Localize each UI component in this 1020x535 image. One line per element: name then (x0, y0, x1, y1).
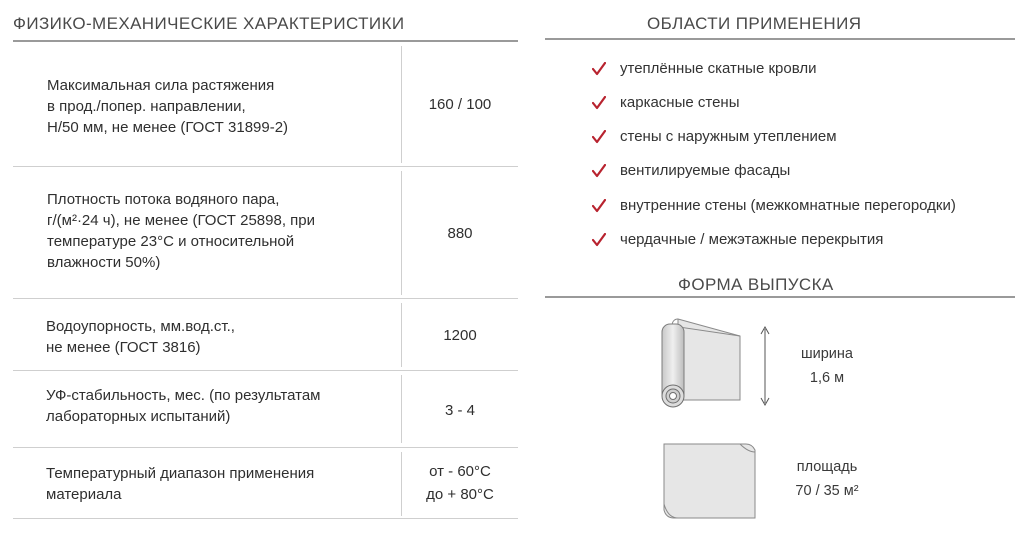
applications-title: ОБЛАСТИ ПРИМЕНЕНИЯ (647, 14, 862, 33)
roll-icon (656, 316, 746, 412)
width-dimension (782, 342, 872, 390)
sheet-icon (660, 440, 760, 522)
spec-value: 1200 (443, 327, 477, 344)
check-icon (592, 62, 606, 76)
check-icon (592, 233, 606, 247)
width-arrow-icon (760, 326, 770, 406)
spec-value: 160 / 100 (428, 96, 492, 113)
spec-name: УФ-стабильность, мес. (по результатам лабораторных испытаний) (46, 387, 321, 425)
spec-name: Плотность потока водяного пара, г/(м²·24 ч), не менее (ГОСТ 25898, при температуре 23°С и относительной влажности 50%) (47, 191, 316, 271)
width-value: 1,6 м (809, 370, 845, 386)
spec-value: 880 (447, 225, 473, 242)
check-icon (592, 164, 606, 178)
check-icon (592, 96, 606, 110)
spec-row (13, 371, 518, 446)
spec-name: Водоупорность, мм.вод.ст., не менее (ГОСТ 3816) (46, 318, 235, 356)
release-form-title: ФОРМА ВЫПУСКА (678, 275, 834, 294)
applications-title-rule (545, 38, 1015, 40)
spec-value: 3 - 4 (444, 402, 475, 419)
row-divider (13, 518, 518, 519)
check-icon (592, 130, 606, 144)
spec-name: Максимальная сила растяжения в прод./попер. направлении, Н/50 мм, не менее (ГОСТ 31899-2) (47, 77, 289, 136)
area-value: 70 / 35 м² (795, 483, 859, 499)
spec-name: Температурный диапазон применения материала (46, 465, 315, 503)
spec-row (13, 41, 518, 166)
spec-row (13, 299, 518, 369)
release-form-title-rule (545, 296, 1015, 298)
check-icon (592, 199, 606, 213)
specs-title: ФИЗИКО-МЕХАНИЧЕСКИЕ ХАРАКТЕРИСТИКИ (13, 14, 405, 33)
spec-row (13, 448, 518, 518)
spec-value: от - 60°С до + 80°С (426, 463, 494, 503)
spec-row (13, 167, 518, 297)
width-label: ширина (801, 346, 853, 362)
area-dimension (782, 455, 872, 503)
area-label: площадь (796, 459, 858, 475)
